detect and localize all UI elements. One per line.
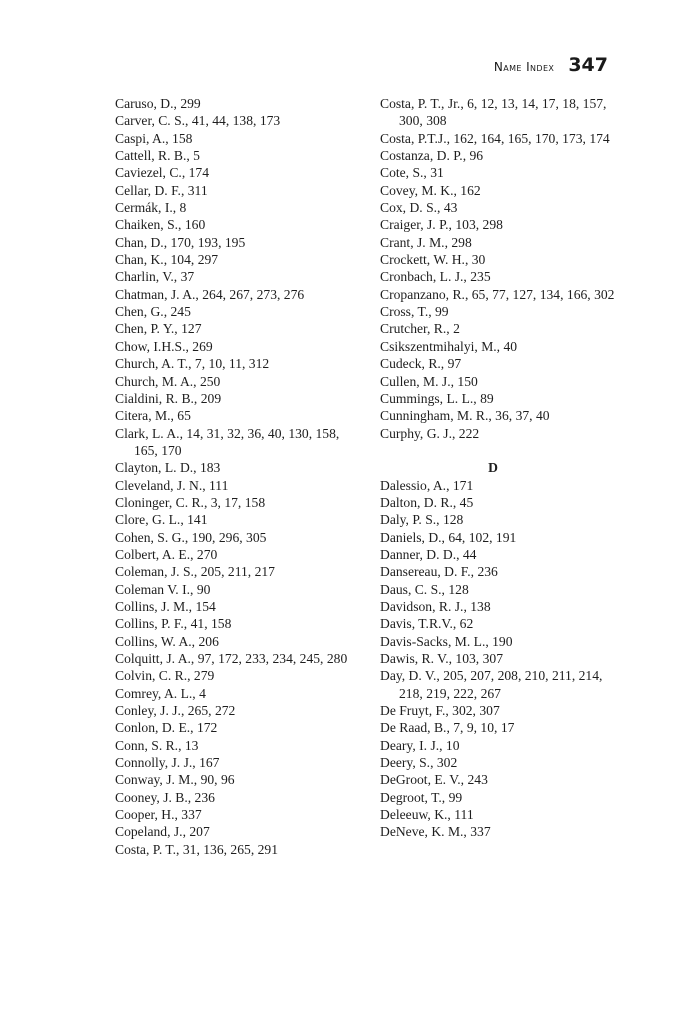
index-entry: Cropanzano, R., 65, 77, 127, 134, 166, 302 bbox=[380, 286, 615, 302]
index-entry: Cote, S., 31 bbox=[380, 165, 444, 181]
index-entry: Cronbach, L. J., 235 bbox=[380, 269, 491, 285]
index-entry: Dawis, R. V., 103, 307 bbox=[380, 651, 503, 666]
index-entry: DeNeve, K. M., 337 bbox=[380, 824, 491, 840]
index-entry: Crockett, W. H., 30 bbox=[380, 252, 486, 268]
index-entry: Cellar, D. F., 311 bbox=[115, 182, 208, 198]
index-entry: Costa, P. T., Jr., 6, 12, 13, 14, 17, 18, 157, 300, 308 bbox=[380, 96, 607, 129]
index-entry: Connolly, J. J., 167 bbox=[115, 755, 220, 771]
index-entry: Cialdini, R. B., 209 bbox=[115, 390, 222, 406]
index-entry: Conn, S. R., 13 bbox=[115, 737, 199, 753]
index-entry: Carver, C. S., 41, 44, 138, 173 bbox=[115, 113, 281, 129]
index-entry: Crutcher, R., 2 bbox=[380, 321, 460, 337]
index-entry: DeGroot, E. V., 243 bbox=[380, 772, 488, 788]
index-entry: Costanza, D. P., 96 bbox=[380, 148, 484, 164]
index-entry: Daly, P. S., 128 bbox=[380, 512, 464, 528]
index-entry: Conley, J. J., 265, 272 bbox=[115, 703, 236, 719]
index-entry: Cooper, H., 337 bbox=[115, 807, 202, 823]
index-column-right bbox=[380, 95, 625, 841]
index-entry: Copeland, J., 207 bbox=[115, 824, 210, 840]
index-entry: Chow, I.H.S., 269 bbox=[115, 338, 213, 354]
index-entry: Colquitt, J. A., 97, 172, 233, 234, 245, 280 bbox=[115, 651, 348, 666]
index-entry: Costa, P.T.J., 162, 164, 165, 170, 173, 174 bbox=[380, 130, 610, 146]
index-entry: Davis-Sacks, M. L., 190 bbox=[380, 633, 513, 649]
index-entry: Dansereau, D. F., 236 bbox=[380, 564, 498, 580]
index-entry: Daniels, D., 64, 102, 191 bbox=[380, 529, 517, 545]
index-entry: Clark, L. A., 14, 31, 32, 36, 40, 130, 158, 165, 170 bbox=[115, 425, 340, 458]
index-entry: Collins, P. F., 41, 158 bbox=[115, 616, 232, 632]
index-entry: Dalessio, A., 171 bbox=[380, 477, 474, 493]
index-entry: Degroot, T., 99 bbox=[380, 789, 463, 805]
index-entry: Davis, T.R.V., 62 bbox=[380, 616, 474, 632]
index-entry: Collins, J. M., 154 bbox=[115, 598, 216, 614]
index-entry: Collins, W. A., 206 bbox=[115, 633, 219, 649]
index-entry: Citera, M., 65 bbox=[115, 408, 191, 424]
section-letter-heading: D bbox=[488, 460, 498, 476]
index-entry: Clayton, L. D., 183 bbox=[115, 460, 221, 476]
index-entry: Cullen, M. J., 150 bbox=[380, 373, 478, 389]
index-entry: Chen, P. Y., 127 bbox=[115, 321, 202, 337]
index-column-left bbox=[115, 95, 360, 858]
index-entry: Chaiken, S., 160 bbox=[115, 217, 206, 233]
index-entry: Cleveland, J. N., 111 bbox=[115, 477, 229, 493]
index-entry: De Raad, B., 7, 9, 10, 17 bbox=[380, 720, 515, 736]
index-entry: Day, D. V., 205, 207, 208, 210, 211, 214, 218, 219, 222, 267 bbox=[380, 668, 603, 701]
index-entry: Craiger, J. P., 103, 298 bbox=[380, 217, 503, 233]
index-entry: Caviezel, C., 174 bbox=[115, 165, 210, 181]
index-entry: Conway, J. M., 90, 96 bbox=[115, 772, 235, 788]
index-entry: Daus, C. S., 128 bbox=[380, 581, 469, 597]
index-entry: Caruso, D., 299 bbox=[115, 96, 201, 111]
index-entry: Chan, D., 170, 193, 195 bbox=[115, 234, 246, 250]
running-head-title: Name Index bbox=[493, 60, 555, 74]
running-head bbox=[494, 54, 608, 76]
index-entries-d bbox=[380, 477, 625, 841]
index-entry: Crant, J. M., 298 bbox=[380, 234, 472, 250]
index-entry: Cox, D. S., 43 bbox=[380, 200, 458, 216]
index-entry: Cudeck, R., 97 bbox=[380, 356, 462, 372]
index-entry: Church, M. A., 250 bbox=[115, 373, 221, 389]
index-entry: Davidson, R. J., 138 bbox=[380, 598, 491, 614]
index-entry: Curphy, G. J., 222 bbox=[380, 425, 480, 441]
index-entry: Colvin, C. R., 279 bbox=[115, 668, 215, 684]
index-entry: Cermák, I., 8 bbox=[115, 200, 187, 216]
page-number: 347 bbox=[568, 54, 608, 76]
index-entry: De Fruyt, F., 302, 307 bbox=[380, 703, 500, 719]
index-entry: Cloninger, C. R., 3, 17, 158 bbox=[115, 494, 266, 510]
index-entry: Chen, G., 245 bbox=[115, 304, 191, 320]
index-entries-c bbox=[380, 95, 625, 442]
index-entry: Covey, M. K., 162 bbox=[380, 182, 481, 198]
index-entry: Caspi, A., 158 bbox=[115, 130, 193, 146]
index-entry: Cattell, R. B., 5 bbox=[115, 148, 200, 164]
index-entry: Charlin, V., 37 bbox=[115, 269, 195, 285]
index-entry: Church, A. T., 7, 10, 11, 312 bbox=[115, 356, 270, 372]
index-entry: Cummings, L. L., 89 bbox=[380, 390, 494, 406]
index-entry: Conlon, D. E., 172 bbox=[115, 720, 218, 736]
index-entry: Comrey, A. L., 4 bbox=[115, 685, 206, 701]
index-entry: Danner, D. D., 44 bbox=[380, 546, 477, 562]
index-entry: Colbert, A. E., 270 bbox=[115, 546, 218, 562]
index-entry: Chatman, J. A., 264, 267, 273, 276 bbox=[115, 286, 305, 302]
index-entry: Cohen, S. G., 190, 296, 305 bbox=[115, 529, 267, 545]
index-entry: Deleeuw, K., 111 bbox=[380, 807, 474, 823]
index-entry: Deery, S., 302 bbox=[380, 755, 458, 771]
index-entry: Cunningham, M. R., 36, 37, 40 bbox=[380, 408, 550, 424]
index-entry: Cooney, J. B., 236 bbox=[115, 789, 215, 805]
index-entry: Dalton, D. R., 45 bbox=[380, 494, 474, 510]
index-entry: Cross, T., 99 bbox=[380, 304, 449, 320]
index-entry: Coleman, J. S., 205, 211, 217 bbox=[115, 564, 275, 580]
index-entry: Coleman V. I., 90 bbox=[115, 581, 211, 597]
index-entry: Costa, P. T., 31, 136, 265, 291 bbox=[115, 841, 279, 857]
index-entry: Deary, I. J., 10 bbox=[380, 737, 460, 753]
index-entry: Csikszentmihalyi, M., 40 bbox=[380, 338, 518, 354]
index-entry: Clore, G. L., 141 bbox=[115, 512, 208, 528]
index-entry: Chan, K., 104, 297 bbox=[115, 252, 219, 268]
